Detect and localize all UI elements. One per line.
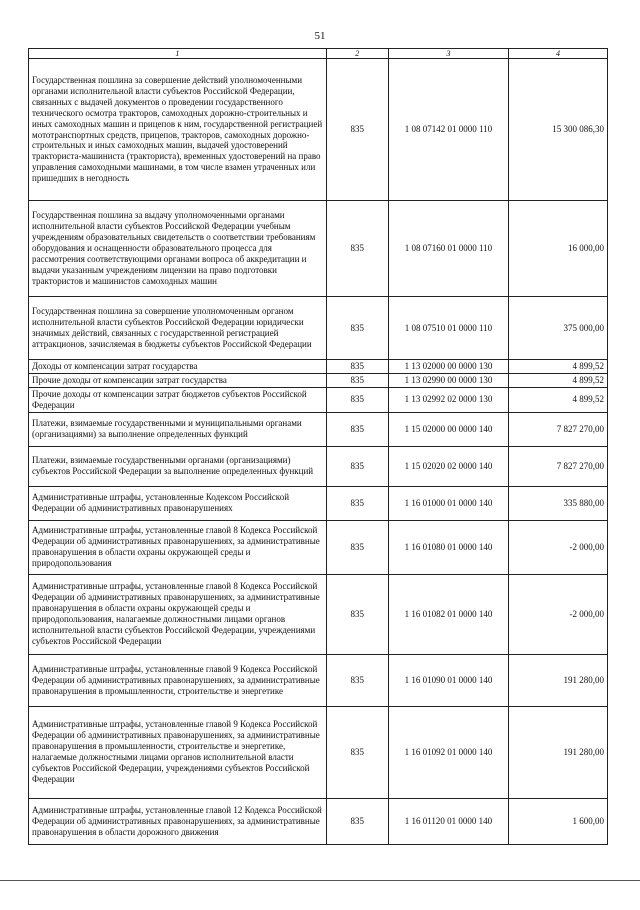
table-row [29, 798, 608, 844]
table-row [29, 706, 608, 798]
table-row [29, 446, 608, 486]
row-amount: 191 280,00 [509, 706, 608, 798]
row-admin-code: 835 [326, 387, 388, 412]
row-amount: 7 827 270,00 [509, 412, 608, 446]
header-col-3: 3 [388, 49, 508, 59]
row-description: Доходы от компенсации затрат государства [29, 360, 327, 374]
row-amount: 4 899,52 [509, 373, 608, 387]
row-description: Прочие доходы от компенсации затрат бюджетов субъектов Российской Федерации [29, 387, 327, 412]
header-col-1: 1 [29, 49, 327, 59]
row-admin-code: 835 [326, 59, 388, 201]
row-description: Административные штрафы, установленные Кодексом Российской Федерации об административных правонарушениях [29, 486, 327, 520]
row-description: Государственная пошлина за совершение уполномоченным органом исполнительной власти субъектов Российской Федерации юридически значимых действий, связанных с государственной регистрацией аттракционов, зачисляемая в бюджеты субъектов Российской Федерации [29, 297, 327, 360]
header-col-4: 4 [509, 49, 608, 59]
table-row [29, 654, 608, 706]
row-budget-code: 1 08 07160 01 0000 110 [388, 201, 508, 297]
row-description: Административные штрафы, установленные главой 12 Кодекса Российской Федерации об административных правонарушениях, за административные правонарушения в области дорожного движения [29, 798, 327, 844]
table-header-row [29, 49, 608, 59]
row-admin-code: 835 [326, 373, 388, 387]
row-budget-code: 1 15 02000 00 0000 140 [388, 412, 508, 446]
row-description: Платежи, взимаемые государственными и муниципальными органами (организациями) за выполнение определенных функций [29, 412, 327, 446]
row-budget-code: 1 16 01090 01 0000 140 [388, 654, 508, 706]
table-row [29, 59, 608, 201]
row-description: Государственная пошлина за выдачу уполномоченными органами исполнительной власти субъектов Российской Федерации учебным учреждениям образовательных свидетельств о соответствии требованиям оборудования и оснащенности образовательного процесса для рассмотрения соответствующими органами вопроса об аккредитации и выдачи указанным учреждениям лицензии на право подготовки трактористов и машинистов самоходных машин [29, 201, 327, 297]
row-description: Прочие доходы от компенсации затрат государства [29, 373, 327, 387]
table-row [29, 297, 608, 360]
row-budget-code: 1 16 01082 01 0000 140 [388, 574, 508, 654]
row-admin-code: 835 [326, 798, 388, 844]
row-admin-code: 835 [326, 486, 388, 520]
row-budget-code: 1 16 01000 01 0000 140 [388, 486, 508, 520]
row-admin-code: 835 [326, 574, 388, 654]
row-admin-code: 835 [326, 706, 388, 798]
row-budget-code: 1 13 02992 02 0000 130 [388, 387, 508, 412]
table-row [29, 373, 608, 387]
page-bottom-rule [0, 880, 640, 881]
row-amount: -2 000,00 [509, 574, 608, 654]
table-row [29, 520, 608, 574]
row-admin-code: 835 [326, 412, 388, 446]
row-description: Административные штрафы, установленные главой 8 Кодекса Российской Федерации об административных правонарушениях, за административные правонарушения в области охраны окружающей среды и природопользования, налагаемые должностными лицами органов исполнительной власти субъектов Российской Федерации, учреждениями субъектов Российской Федерации [29, 574, 327, 654]
row-admin-code: 835 [326, 520, 388, 574]
row-description: Административные штрафы, установленные главой 9 Кодекса Российской Федерации об административных правонарушениях, за административные правонарушения в промышленности, строительстве и энергетике [29, 654, 327, 706]
table-row [29, 486, 608, 520]
row-amount: 1 600,00 [509, 798, 608, 844]
row-amount: 335 880,00 [509, 486, 608, 520]
row-amount: 7 827 270,00 [509, 446, 608, 486]
table-row [29, 360, 608, 374]
row-budget-code: 1 08 07142 01 0000 110 [388, 59, 508, 201]
row-budget-code: 1 08 07510 01 0000 110 [388, 297, 508, 360]
header-col-2: 2 [326, 49, 388, 59]
page-number: 51 [314, 30, 326, 42]
row-budget-code: 1 16 01120 01 0000 140 [388, 798, 508, 844]
table-row [29, 574, 608, 654]
row-amount: 4 899,52 [509, 387, 608, 412]
row-amount: 16 000,00 [509, 201, 608, 297]
row-admin-code: 835 [326, 360, 388, 374]
row-budget-code: 1 16 01080 01 0000 140 [388, 520, 508, 574]
row-description: Платежи, взимаемые государственными органами (организациями) субъектов Российской Федерации за выполнение определенных функций [29, 446, 327, 486]
table-row [29, 201, 608, 297]
row-description: Административные штрафы, установленные главой 9 Кодекса Российской Федерации об административных правонарушениях, за административные правонарушения в промышленности, строительстве и энергетике, налагаемые должностными лицами органов исполнительной власти субъектов Российской Федерации, учреждениями субъектов Российской Федерации [29, 706, 327, 798]
row-budget-code: 1 13 02990 00 0000 130 [388, 373, 508, 387]
row-admin-code: 835 [326, 297, 388, 360]
row-admin-code: 835 [326, 201, 388, 297]
row-admin-code: 835 [326, 446, 388, 486]
row-amount: 15 300 086,30 [509, 59, 608, 201]
row-amount: 375 000,00 [509, 297, 608, 360]
row-budget-code: 1 15 02020 02 0000 140 [388, 446, 508, 486]
row-admin-code: 835 [326, 654, 388, 706]
row-amount: -2 000,00 [509, 520, 608, 574]
row-budget-code: 1 16 01092 01 0000 140 [388, 706, 508, 798]
revenue-table [28, 48, 608, 845]
row-amount: 191 280,00 [509, 654, 608, 706]
row-description: Государственная пошлина за совершение действий уполномоченными органами исполнительной власти субъектов Российской Федерации, связанных с выдачей документов о проведении государственного технического осмотра тракторов, самоходных дорожно-строительных и иных самоходных машин и прицепов к ним, государственной регистрацией мототранспортных средств, прицепов, тракторов, самоходных дорожно-строительных и иных самоходных машин, выдачей удостоверений тракториста-машиниста (тракториста), временных удостоверений на право управления самоходными машинами, в том числе взамен утраченных или пришедших в негодность [29, 59, 327, 201]
row-amount: 4 899,52 [509, 360, 608, 374]
row-budget-code: 1 13 02000 00 0000 130 [388, 360, 508, 374]
table-row [29, 387, 608, 412]
table-row [29, 412, 608, 446]
row-description: Административные штрафы, установленные главой 8 Кодекса Российской Федерации об административных правонарушениях, за административные правонарушения в области охраны окружающей среды и природопользования [29, 520, 327, 574]
